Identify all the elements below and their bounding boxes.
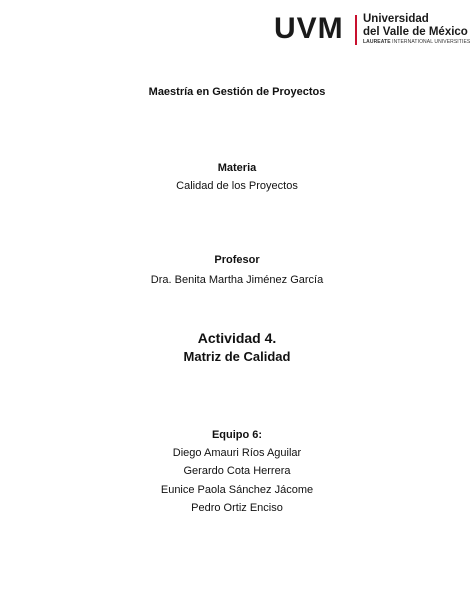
- logo-laureate-rest: INTERNATIONAL UNIVERSITIES: [390, 39, 471, 45]
- profesor-label: Profesor: [214, 254, 260, 266]
- team-member: Pedro Ortiz Enciso: [191, 502, 283, 514]
- materia-value: Calidad de los Proyectos: [176, 180, 298, 192]
- program-title: Maestría en Gestión de Proyectos: [148, 86, 326, 98]
- logo-divider: [355, 15, 357, 45]
- uvm-logo: [274, 12, 471, 50]
- activity-title: Matriz de Calidad: [183, 349, 291, 364]
- activity-number: Actividad 4.: [197, 330, 277, 346]
- team-label: Equipo 6:: [211, 429, 263, 441]
- team-member: Eunice Paola Sánchez Jácome: [160, 484, 314, 496]
- logo-text: [363, 13, 473, 46]
- logo-university-line: Universidad: [363, 13, 429, 25]
- logo-laureate-bold: LAUREATE: [363, 39, 391, 45]
- logo-mark: UVM: [274, 12, 344, 45]
- team-member: Diego Amauri Ríos Aguilar: [172, 447, 302, 459]
- team-member: Gerardo Cota Herrera: [183, 465, 291, 477]
- profesor-value: Dra. Benita Martha Jiménez García: [150, 274, 324, 286]
- logo-name-line: del Valle de México: [363, 25, 468, 38]
- logo-laureate-line: [363, 38, 473, 46]
- materia-label: Materia: [217, 162, 257, 174]
